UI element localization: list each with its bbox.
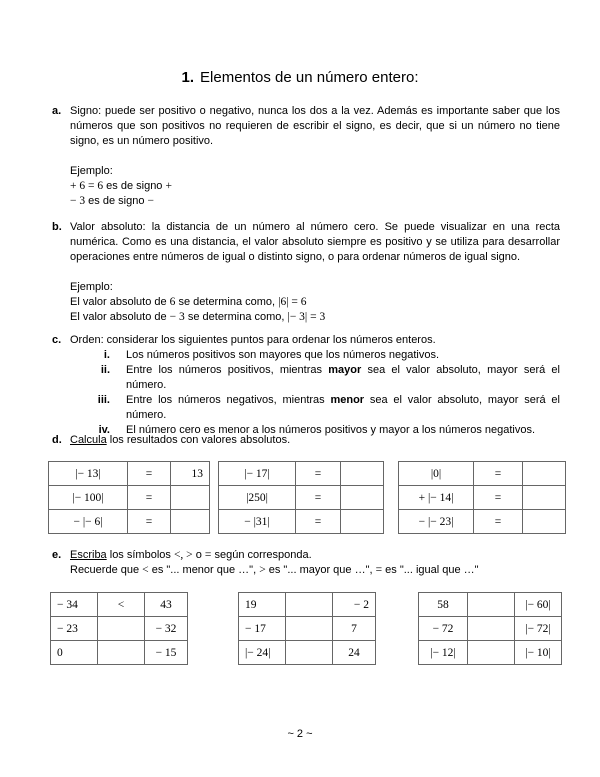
item-b-label: b. [52,221,62,233]
abs-table-3 [398,461,566,534]
compare-right: |− 60| [515,593,562,617]
item-a-example-1: + 6 = 6 es de signo + [70,180,172,192]
compare-left: |− 12| [419,641,468,665]
item-e-line-2: Recuerde que < es "... menor que …", > es "... mayor que …", = es "... igual que …" [70,564,479,576]
compare-symbol[interactable]: < [98,593,145,617]
compare-left: − 72 [419,617,468,641]
equals-sign: = [296,510,341,534]
equals-sign: = [296,486,341,510]
abs-table-2 [218,461,384,534]
compare-right: 43 [145,593,188,617]
item-d-verb: Calcula [70,434,107,446]
abs-answer[interactable] [523,510,566,534]
item-a-label: a. [52,105,62,117]
compare-right: |− 72| [515,617,562,641]
compare-left: |− 24| [239,641,286,665]
compare-right: |− 10| [515,641,562,665]
item-a-example-label: Ejemplo: [70,165,113,177]
abs-answer[interactable] [171,510,210,534]
abs-expr: |0| [399,462,474,486]
abs-expr: − |31| [219,510,296,534]
compare-symbol[interactable] [468,617,515,641]
item-b-example-label: Ejemplo: [70,281,113,293]
item-c [52,333,560,438]
item-b-example-2: El valor absoluto de − 3 se determina como, |− 3| = 3 [70,311,326,323]
abs-answer[interactable] [523,462,566,486]
item-a [52,104,560,209]
compare-left: 58 [419,593,468,617]
order-rule: iii. Entre los números negativos, mientras menor sea el valor absoluto, mayor será el número. [97,394,560,421]
compare-table-3 [418,592,562,665]
section-title [0,69,600,86]
compare-symbol[interactable] [468,593,515,617]
abs-expr: |− 100| [49,486,128,510]
item-a-text: Signo: puede ser positivo o negativo, nunca los dos a la vez. Además es importante saber que los números que son positivos no requieren de escribir el signo, es decir, que si un número no tiene signo, es un número positivo. [70,105,560,147]
compare-right: − 2 [333,593,376,617]
abs-expr: − |− 23| [399,510,474,534]
item-b-example-1: El valor absoluto de 6 se determina como, |6| = 6 [70,296,307,308]
abs-expr: |− 13| [49,462,128,486]
section-title-text: Elementos de un número entero: [200,69,419,86]
section-number: 1. [181,69,195,86]
compare-left: 19 [239,593,286,617]
compare-symbol[interactable] [286,593,333,617]
abs-expr: |250| [219,486,296,510]
equals-sign: = [474,462,523,486]
order-rule: i. Los números positivos son mayores que los números negativos. [103,349,440,361]
compare-right: − 32 [145,617,188,641]
abs-expr: − |− 6| [49,510,128,534]
equals-sign: = [128,486,171,510]
compare-symbol[interactable] [286,617,333,641]
compare-symbol[interactable] [286,641,333,665]
item-e-label: e. [52,549,62,561]
compare-table-1 [50,592,188,665]
abs-answer[interactable] [171,486,210,510]
abs-expr: + |− 14| [399,486,474,510]
item-b-text: Valor absoluto: la distancia de un número al número cero. Se puede visualizar en una recta numérica. Como es una distancia, el valor absoluto siempre es positivo y se utiliza para desarrollar operaciones entre números de igual o distinto signo, o para ordenar números de igual signo. [70,221,560,263]
item-e [52,548,560,578]
equals-sign: = [474,510,523,534]
abs-answer[interactable] [341,510,384,534]
abs-answer[interactable] [341,486,384,510]
item-d [52,433,560,448]
item-c-label: c. [52,334,62,346]
equals-sign: = [128,510,171,534]
compare-right: − 15 [145,641,188,665]
compare-left: − 34 [51,593,98,617]
compare-left: − 17 [239,617,286,641]
equals-sign: = [296,462,341,486]
order-rules-list [70,348,560,438]
abs-answer[interactable]: 13 [171,462,210,486]
compare-symbol[interactable] [98,617,145,641]
compare-symbol[interactable] [98,641,145,665]
item-e-line-1: Escriba los símbolos <, > o = según corresponda. [70,549,312,561]
item-b [52,220,560,325]
compare-left: 0 [51,641,98,665]
equals-sign: = [128,462,171,486]
compare-table-2 [238,592,376,665]
item-d-label: d. [52,434,62,446]
item-c-text: Orden: considerar los siguientes puntos para ordenar los números enteros. [70,334,436,346]
abs-expr: |− 17| [219,462,296,486]
abs-table-1 [48,461,210,534]
item-a-example-2: − 3 es de signo − [70,195,154,207]
abs-answer[interactable] [523,486,566,510]
compare-right: 24 [333,641,376,665]
order-rule: ii. Entre los números positivos, mientras mayor sea el valor absoluto, mayor será el número. [100,364,560,391]
equals-sign: = [474,486,523,510]
item-d-text: los resultados con valores absolutos. [106,434,291,446]
order-rule: iv. El número cero es menor a los números positivos y mayor a los números negativos. [98,424,536,436]
compare-left: − 23 [51,617,98,641]
abs-answer[interactable] [341,462,384,486]
compare-right: 7 [333,617,376,641]
compare-symbol[interactable] [468,641,515,665]
page-number: ~ 2 ~ [287,728,313,740]
